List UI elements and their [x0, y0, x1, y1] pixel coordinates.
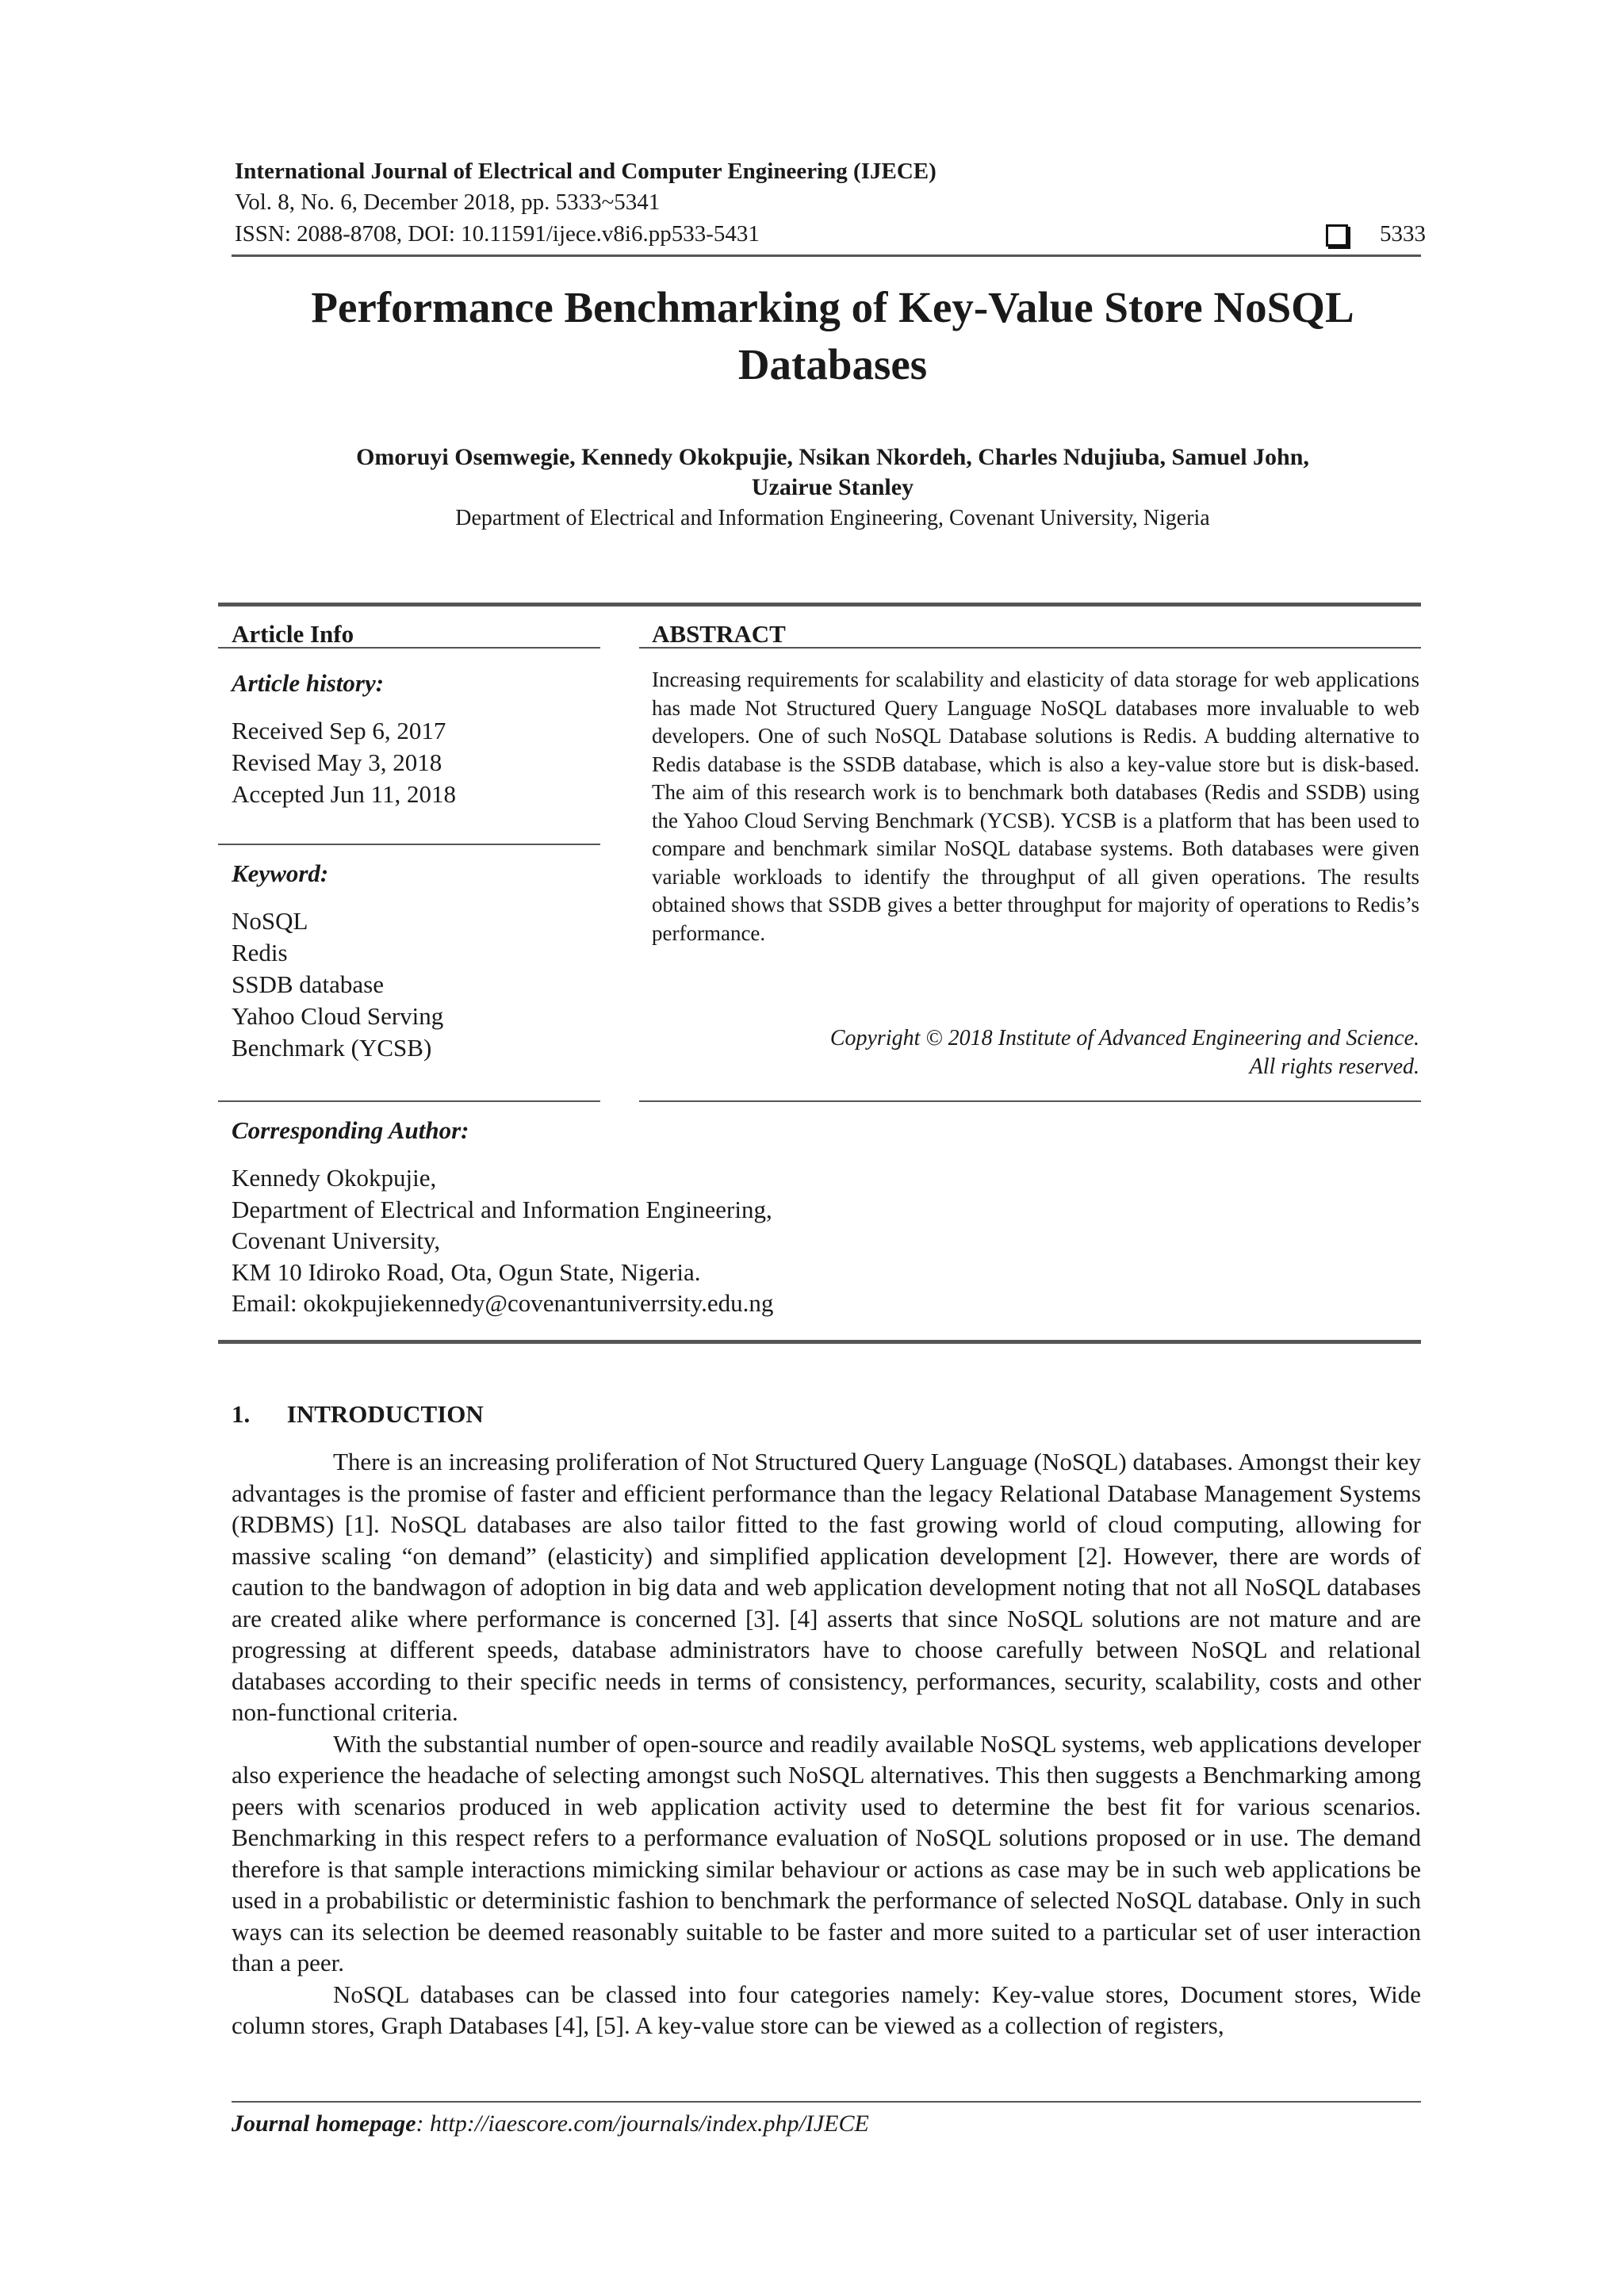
info-box-top-rule [218, 603, 1421, 607]
author-email: Email: okokpujiekennedy@covenantuniverrsity.edu.ng [232, 1289, 774, 1317]
keyword-item: Yahoo Cloud Serving [232, 1002, 444, 1030]
keyword-item: SSDB database [232, 970, 385, 998]
article-info-heading: Article Info [232, 620, 354, 648]
author-department: Department of Electrical and Information Engineering, [232, 1195, 772, 1223]
history-separator [218, 844, 600, 845]
author-address: KM 10 Idiroko Road, Ota, Ogun State, Nigeria. [232, 1257, 701, 1286]
copyright-line-1: Copyright © 2018 Institute of Advanced Engineering and Science. [829, 1026, 1419, 1050]
affiliation: Department of Electrical and Information Engineering, Covenant University, Nigeria [455, 506, 1210, 530]
copyright-line-2: All rights reserved. [1249, 1054, 1419, 1079]
article-history-heading: Article history: [232, 669, 385, 697]
abstract-heading: ABSTRACT [652, 620, 786, 648]
corresponding-author-details [232, 1162, 773, 1319]
journal-name: International Journal of Electrical and Computer Engineering (IJECE) [235, 159, 936, 184]
homepage-url-link[interactable]: http://iaescore.com/journals/index.php/IJECE [430, 2110, 869, 2137]
author-line-2: Uzairue Stanley [751, 474, 914, 500]
author-list [235, 442, 1431, 503]
keyword-heading: Keyword: [232, 859, 329, 887]
author-university: Covenant University, [232, 1226, 441, 1254]
article-history [232, 715, 456, 810]
intro-paragraph-3: NoSQL databases can be classed into four categories namely: Key-value stores, Document stores, Wide column stores, Graph Databases [4], [5]. A key-value store can be viewed as a collection of registers, [232, 1980, 1421, 2039]
keyword-list [232, 905, 443, 1064]
page-number: 5333 [1380, 221, 1426, 247]
homepage-label: Journal homepage [232, 2110, 416, 2137]
paper-title: Performance Benchmarking of Key-Value Store NoSQL Databases [311, 283, 1354, 388]
introduction-body [232, 1446, 1421, 2042]
header-rule [232, 254, 1421, 257]
intro-paragraph-2: With the substantial number of open-source and readily available NoSQL systems, web applications developer also experience the headache of selecting amongst such NoSQL alternatives. This then suggests a Benchmarking among peers with scenarios produced in web application activity used to determine the best fit for various scenarios. Benchmarking in this respect refers to a performance evaluation of NoSQL solutions proposed or in use. The demand therefore is that sample interactions mimicking similar behaviour or actions as case may be in such web applications be used in a probabilistic or deterministic fashion to benchmark the performance of selected NoSQL database. Only in such ways can its selection be deemed reasonably suitable to be faster and more suited to a particular set of user interaction than a peer. [232, 1729, 1421, 1976]
author-name: Kennedy Okokpujie, [232, 1164, 437, 1192]
author-line-1: Omoruyi Osemwegie, Kennedy Okokpujie, Nsikan Nkordeh, Charles Ndujiuba, Samuel John, [356, 444, 1309, 470]
revised-date: Revised May 3, 2018 [232, 748, 442, 776]
intro-paragraph-1: There is an increasing proliferation of Not Structured Query Language (NoSQL) databases. Amongst their key advantages is the promise of faster and efficient performance than the legacy Relational Database Management Systems (RDBMS) [1]. NoSQL databases are also tailor fitted to the fast growing world of cloud computing, allowing for massive scaling “on demand” (elasticity) and simplified application development [2]. However, there are words of caution to the bandwagon of adoption in big data and web application development noting that not all NoSQL databases are created alike where performance is concerned [3]. [4] asserts that since NoSQL solutions are not mature and are progressing at different speeds, database administrators have to choose carefully between NoSQL and relational databases according to their specific needs in terms of consistency, performances, security, scalability, costs and other non-functional criteria. [232, 1448, 1421, 1726]
keyword-item: Redis [232, 939, 288, 966]
keyword-item: NoSQL [232, 907, 308, 935]
keyword-item: Benchmark (YCSB) [232, 1034, 432, 1062]
checkbox-square-icon [1326, 224, 1348, 247]
abstract-bottom-rule [639, 1100, 1421, 1102]
corresponding-author-heading: Corresponding Author: [232, 1116, 469, 1144]
accepted-date: Accepted Jun 11, 2018 [232, 780, 456, 808]
journal-homepage [232, 2109, 869, 2139]
received-date: Received Sep 6, 2017 [232, 717, 446, 744]
footer-rule [232, 2101, 1421, 2103]
abstract-text: Increasing requirements for scalability and elasticity of data storage for web applications has made Not Structured Query Language NoSQL databases more invaluable to web developers. One of such NoSQL Database solutions is Redis. A budding alternative to Redis database is the SSDB database, which is also a key-value store but is disk-based. The aim of this research work is to benchmark both databases (Redis and SSDB) using the Yahoo Cloud Serving Benchmark (YCSB). YCSB is a platform that has been used to compare and benchmark similar NoSQL database systems. Both databases were given variable workloads to identify the throughput of all given operations. The results obtained shows that SSDB gives a better throughput for majority of operations to Redis’s performance. [652, 668, 1419, 945]
info-box-bottom-rule [218, 1340, 1421, 1344]
journal-volume: Vol. 8, No. 6, December 2018, pp. 5333~5341 [235, 189, 661, 215]
journal-issn: ISSN: 2088-8708, DOI: 10.11591/ijece.v8i6.pp533-5431 [235, 221, 760, 247]
introduction-heading: 1. INTRODUCTION [232, 1400, 484, 1428]
keyword-separator [218, 1100, 600, 1102]
homepage-colon: : [416, 2110, 431, 2137]
copyright-notice [652, 1024, 1419, 1081]
